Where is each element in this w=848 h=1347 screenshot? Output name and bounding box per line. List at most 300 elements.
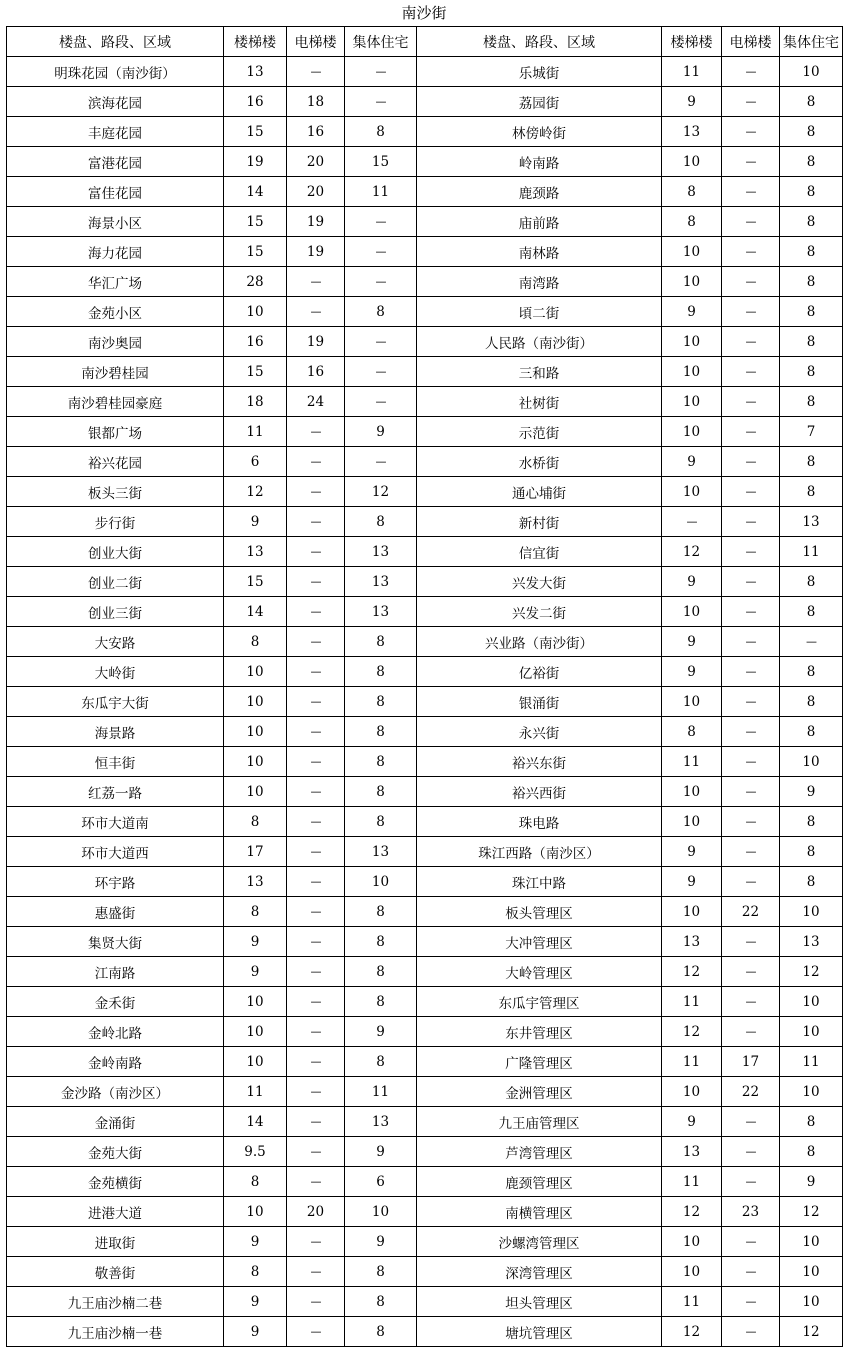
location-cell: 九王庙沙楠二巷 [7,1287,224,1317]
value-cell: 10 [224,1197,287,1227]
table-row [7,1227,843,1257]
value-cell: 8 [780,567,843,597]
value-cell: 10 [224,987,287,1017]
value-cell: 8 [345,297,417,327]
value-cell: — [287,747,345,777]
value-cell: — [287,1257,345,1287]
value-cell: 10 [345,1197,417,1227]
header-cell: 楼梯楼 [662,27,722,57]
location-cell: 金涌街 [7,1107,224,1137]
value-cell: 12 [662,1017,722,1047]
location-cell: 丰庭花园 [7,117,224,147]
value-cell: — [287,477,345,507]
value-cell: 9 [662,567,722,597]
value-cell: 12 [345,477,417,507]
table-row [7,1167,843,1197]
value-cell: — [345,207,417,237]
location-cell: 岭南路 [417,147,662,177]
value-cell: — [287,1227,345,1257]
table-row [7,567,843,597]
value-cell: 17 [224,837,287,867]
value-cell: 10 [662,897,722,927]
value-cell: — [722,177,780,207]
value-cell: 8 [345,1047,417,1077]
value-cell: 9.5 [224,1137,287,1167]
location-cell: 富佳花园 [7,177,224,207]
value-cell: — [722,387,780,417]
value-cell: 8 [345,1257,417,1287]
location-cell: 南横管理区 [417,1197,662,1227]
value-cell: 8 [345,927,417,957]
value-cell: 10 [662,477,722,507]
table-row [7,1317,843,1347]
value-cell: 11 [662,1167,722,1197]
location-cell: 创业二街 [7,567,224,597]
value-cell: 18 [224,387,287,417]
value-cell: 13 [662,117,722,147]
table-row [7,657,843,687]
location-cell: 乐城街 [417,57,662,87]
value-cell: — [722,627,780,657]
value-cell: 10 [662,597,722,627]
value-cell: 8 [780,117,843,147]
value-cell: 9 [662,447,722,477]
location-cell: 大岭街 [7,657,224,687]
value-cell: 12 [662,537,722,567]
value-cell: 11 [345,177,417,207]
value-cell: 18 [287,87,345,117]
value-cell: 8 [780,357,843,387]
value-cell: 9 [224,957,287,987]
value-cell: 11 [662,987,722,1017]
location-cell: 永兴街 [417,717,662,747]
value-cell: 15 [345,147,417,177]
value-cell: 16 [224,327,287,357]
value-cell: 10 [780,1017,843,1047]
value-cell: 9 [662,87,722,117]
value-cell: 8 [780,297,843,327]
value-cell: — [287,657,345,687]
value-cell: 8 [780,807,843,837]
value-cell: 8 [224,627,287,657]
value-cell: 8 [345,897,417,927]
value-cell: 10 [662,237,722,267]
value-cell: — [722,657,780,687]
value-cell: 7 [780,417,843,447]
location-cell: 鹿颈路 [417,177,662,207]
value-cell: 8 [780,1107,843,1137]
location-cell: 示范街 [417,417,662,447]
value-cell: 10 [224,777,287,807]
table-row [7,777,843,807]
value-cell: 12 [224,477,287,507]
value-cell: — [722,687,780,717]
value-cell: — [287,1287,345,1317]
table-row [7,237,843,267]
table-row [7,1107,843,1137]
value-cell: — [722,1017,780,1047]
location-cell: 荔园街 [417,87,662,117]
table-row [7,1077,843,1107]
table-row [7,207,843,237]
header-cell: 电梯楼 [287,27,345,57]
value-cell: 6 [224,447,287,477]
value-cell: 19 [287,237,345,267]
value-cell: 10 [662,687,722,717]
location-cell: 深湾管理区 [417,1257,662,1287]
location-cell: 江南路 [7,957,224,987]
location-cell: 海景小区 [7,207,224,237]
value-cell: 10 [224,747,287,777]
value-cell: 11 [780,537,843,567]
value-cell: — [722,747,780,777]
table-row [7,447,843,477]
table-row [7,267,843,297]
value-cell: 13 [224,537,287,567]
location-cell: 社树街 [417,387,662,417]
location-cell: 金苑小区 [7,297,224,327]
value-cell: — [722,117,780,147]
location-cell: 新村街 [417,507,662,537]
value-cell: 11 [662,57,722,87]
value-cell: — [345,357,417,387]
value-cell: — [722,597,780,627]
value-cell: 9 [224,927,287,957]
value-cell: — [345,57,417,87]
value-cell: — [287,897,345,927]
location-cell: 人民路（南沙街） [417,327,662,357]
value-cell: 9 [662,657,722,687]
value-cell: 8 [780,237,843,267]
value-cell: — [722,927,780,957]
location-cell: 水桥街 [417,447,662,477]
value-cell: — [287,507,345,537]
value-cell: — [345,447,417,477]
location-cell: 进港大道 [7,1197,224,1227]
table-row [7,597,843,627]
value-cell: 8 [780,267,843,297]
value-cell: 9 [224,507,287,537]
value-cell: 12 [780,957,843,987]
location-cell: 环市大道南 [7,807,224,837]
value-cell: 13 [345,537,417,567]
value-cell: 11 [345,1077,417,1107]
location-cell: 大冲管理区 [417,927,662,957]
location-cell: 兴发大街 [417,567,662,597]
value-cell: — [722,807,780,837]
value-cell: 9 [780,777,843,807]
table-row [7,687,843,717]
value-cell: 8 [780,477,843,507]
value-cell: — [287,717,345,747]
value-cell: 15 [224,567,287,597]
value-cell: — [722,447,780,477]
value-cell: — [722,717,780,747]
value-cell: — [780,627,843,657]
value-cell: 10 [224,1017,287,1047]
value-cell: 16 [287,117,345,147]
value-cell: 8 [224,807,287,837]
location-cell: 大安路 [7,627,224,657]
location-cell: 金岭南路 [7,1047,224,1077]
table-row [7,1047,843,1077]
location-cell: 鹿颈管理区 [417,1167,662,1197]
value-cell: 8 [345,117,417,147]
value-cell: 8 [780,327,843,357]
value-cell: 8 [345,1317,417,1347]
value-cell: 9 [345,1227,417,1257]
value-cell: 8 [780,207,843,237]
value-cell: — [722,417,780,447]
value-cell: 8 [345,1287,417,1317]
value-cell: 13 [662,1137,722,1167]
value-cell: 10 [662,807,722,837]
value-cell: — [287,297,345,327]
value-cell: — [722,537,780,567]
value-cell: — [287,927,345,957]
location-cell: 红荔一路 [7,777,224,807]
value-cell: 10 [224,717,287,747]
value-cell: 10 [224,687,287,717]
value-cell: 9 [662,627,722,657]
value-cell: 8 [345,957,417,987]
table-row [7,987,843,1017]
value-cell: 8 [780,387,843,417]
value-cell: 10 [780,987,843,1017]
value-cell: — [287,1017,345,1047]
header-cell: 楼盘、路段、区域 [417,27,662,57]
value-cell: 8 [780,687,843,717]
value-cell: 15 [224,117,287,147]
value-cell: 10 [780,1227,843,1257]
value-cell: — [287,447,345,477]
location-cell: 三和路 [417,357,662,387]
value-cell: 8 [345,807,417,837]
table-row [7,1287,843,1317]
table-row [7,327,843,357]
value-cell: 24 [287,387,345,417]
table-row [7,417,843,447]
value-cell: — [722,477,780,507]
value-cell: — [722,1287,780,1317]
location-cell: 恒丰街 [7,747,224,777]
value-cell: — [722,837,780,867]
value-cell: — [287,837,345,867]
value-cell: 10 [224,1047,287,1077]
value-cell: 8 [662,177,722,207]
location-cell: 庙前路 [417,207,662,237]
location-cell: 信宜街 [417,537,662,567]
table-row [7,897,843,927]
table-body [7,27,843,1347]
location-cell: 九王庙沙楠一巷 [7,1317,224,1347]
value-cell: — [722,987,780,1017]
value-cell: 10 [662,1077,722,1107]
value-cell: — [287,807,345,837]
location-cell: 富港花园 [7,147,224,177]
value-cell: — [287,1107,345,1137]
table-row [7,1197,843,1227]
value-cell: 9 [224,1317,287,1347]
value-cell: 15 [224,237,287,267]
value-cell: 8 [780,147,843,177]
value-cell: — [722,567,780,597]
value-cell: 8 [662,207,722,237]
data-table [6,26,843,1347]
location-cell: 珠电路 [417,807,662,837]
location-cell: 裕兴西街 [417,777,662,807]
value-cell: — [722,327,780,357]
value-cell: — [345,387,417,417]
value-cell: — [722,957,780,987]
value-cell: 9 [345,417,417,447]
value-cell: 10 [662,327,722,357]
location-cell: 银都广场 [7,417,224,447]
value-cell: 22 [722,1077,780,1107]
value-cell: — [722,147,780,177]
value-cell: 8 [345,987,417,1017]
value-cell: — [287,597,345,627]
value-cell: 13 [345,837,417,867]
location-cell: 惠盛街 [7,897,224,927]
value-cell: — [722,267,780,297]
value-cell: 12 [662,957,722,987]
value-cell: 9 [662,837,722,867]
value-cell: — [722,207,780,237]
table-row [7,957,843,987]
table-row [7,357,843,387]
value-cell: — [722,1257,780,1287]
value-cell: 14 [224,1107,287,1137]
value-cell: 6 [345,1167,417,1197]
value-cell: 9 [224,1287,287,1317]
table-row [7,87,843,117]
value-cell: 12 [662,1197,722,1227]
value-cell: 13 [345,597,417,627]
value-cell: 8 [780,447,843,477]
value-cell: — [722,87,780,117]
location-cell: 塘坑管理区 [417,1317,662,1347]
value-cell: — [345,267,417,297]
location-cell: 东井管理区 [417,1017,662,1047]
location-cell: 广隆管理区 [417,1047,662,1077]
header-cell: 电梯楼 [722,27,780,57]
value-cell: — [287,687,345,717]
location-cell: 珠江西路（南沙区） [417,837,662,867]
value-cell: 8 [224,897,287,927]
value-cell: 10 [662,387,722,417]
value-cell: 10 [780,1077,843,1107]
value-cell: 8 [345,717,417,747]
value-cell: — [722,1137,780,1167]
value-cell: — [722,1167,780,1197]
value-cell: 13 [780,927,843,957]
sheet-title: 南沙街 [401,4,447,22]
location-cell: 明珠花园（南沙街） [7,57,224,87]
table-row [7,807,843,837]
value-cell: 16 [287,357,345,387]
value-cell: 10 [662,1257,722,1287]
value-cell: — [722,777,780,807]
value-cell: 10 [662,777,722,807]
table-row [7,507,843,537]
value-cell: 12 [780,1197,843,1227]
value-cell: — [287,957,345,987]
value-cell: 10 [662,417,722,447]
value-cell: — [722,1107,780,1137]
value-cell: 13 [224,867,287,897]
table-row [7,1257,843,1287]
value-cell: 8 [780,87,843,117]
location-cell: 芦湾管理区 [417,1137,662,1167]
location-cell: 坦头管理区 [417,1287,662,1317]
location-cell: 海力花园 [7,237,224,267]
location-cell: 金禾街 [7,987,224,1017]
value-cell: 13 [345,1107,417,1137]
value-cell: 9 [345,1137,417,1167]
value-cell: — [287,537,345,567]
location-cell: 东瓜宇大街 [7,687,224,717]
header-cell: 集体住宅 [345,27,417,57]
value-cell: 19 [224,147,287,177]
value-cell: 11 [224,1077,287,1107]
value-cell: 13 [780,507,843,537]
header-cell: 集体住宅 [780,27,843,57]
price-sheet [6,0,842,1347]
location-cell: 南湾路 [417,267,662,297]
value-cell: 22 [722,897,780,927]
value-cell: 9 [780,1167,843,1197]
value-cell: 10 [780,747,843,777]
value-cell: 20 [287,177,345,207]
value-cell: — [722,507,780,537]
table-row [7,747,843,777]
value-cell: 10 [780,57,843,87]
table-row [7,177,843,207]
header-cell: 楼梯楼 [224,27,287,57]
value-cell: 8 [780,177,843,207]
value-cell: 8 [345,747,417,777]
value-cell: 11 [780,1047,843,1077]
value-cell: 8 [345,687,417,717]
location-cell: 创业三街 [7,597,224,627]
location-cell: 金洲管理区 [417,1077,662,1107]
value-cell: — [345,327,417,357]
location-cell: 裕兴东街 [417,747,662,777]
value-cell: 10 [224,297,287,327]
value-cell: 8 [345,657,417,687]
table-row [7,1137,843,1167]
value-cell: — [722,297,780,327]
location-cell: 南林路 [417,237,662,267]
location-cell: 步行街 [7,507,224,537]
value-cell: — [287,867,345,897]
value-cell: 15 [224,357,287,387]
location-cell: 南沙碧桂园豪庭 [7,387,224,417]
table-row [7,297,843,327]
location-cell: 兴业路（南沙街） [417,627,662,657]
location-cell: 海景路 [7,717,224,747]
table-row [7,57,843,87]
location-cell: 九王庙管理区 [417,1107,662,1137]
table-row [7,717,843,747]
value-cell: 8 [345,627,417,657]
value-cell: 10 [224,657,287,687]
value-cell: 12 [662,1317,722,1347]
table-row [7,927,843,957]
table-row [7,387,843,417]
location-cell: 环宇路 [7,867,224,897]
